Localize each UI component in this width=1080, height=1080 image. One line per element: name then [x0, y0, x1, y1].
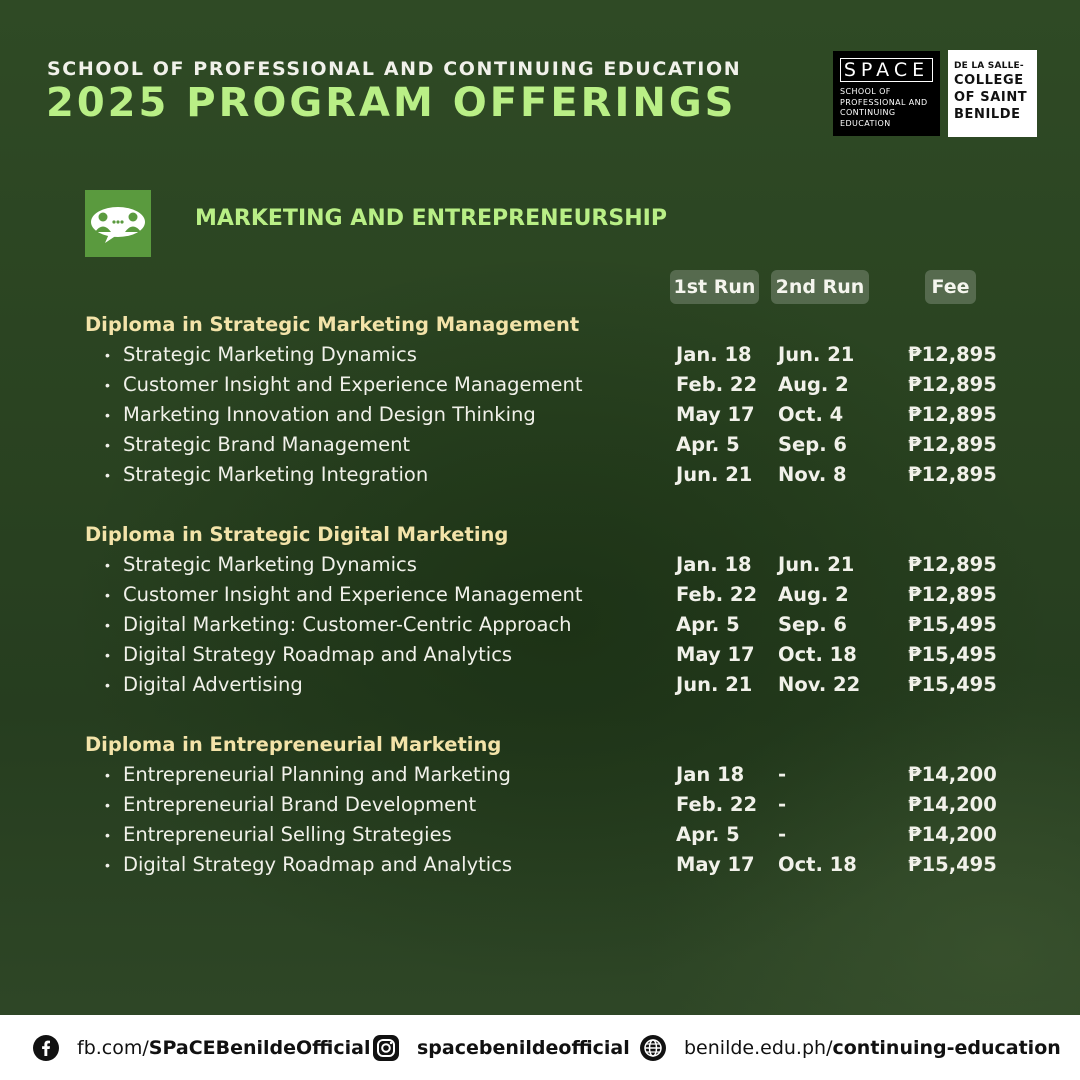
first-run-date: May 17	[676, 853, 755, 876]
program-title: Diploma in Entrepreneurial Marketing	[85, 733, 502, 756]
course-name: Digital Marketing: Customer-Centric Approach	[123, 613, 572, 636]
space-logo-line: PROFESSIONAL AND	[840, 97, 928, 107]
bullet: •	[105, 377, 110, 393]
space-logo-line: CONTINUING	[840, 108, 896, 117]
column-header-first-run: 1st Run	[670, 270, 759, 304]
second-run-date: Sep. 6	[778, 433, 847, 456]
second-run-date: Aug. 2	[778, 373, 849, 396]
header-subtitle: SCHOOL OF PROFESSIONAL AND CONTINUING EDUCATION	[47, 58, 742, 80]
bullet: •	[105, 557, 110, 573]
course-row	[85, 460, 1045, 490]
course-row	[85, 580, 1045, 610]
course-row	[85, 790, 1045, 820]
bullet: •	[105, 587, 110, 603]
bullet: •	[105, 677, 110, 693]
course-name: Entrepreneurial Planning and Marketing	[123, 763, 511, 786]
course-fee: ₱14,200	[908, 763, 997, 786]
course-name: Entrepreneurial Selling Strategies	[123, 823, 452, 846]
first-run-date: Jun. 21	[676, 463, 753, 486]
second-run-date: -	[778, 763, 787, 786]
second-run-date: Aug. 2	[778, 583, 849, 606]
course-name: Customer Insight and Experience Management	[123, 583, 583, 606]
bullet: •	[105, 767, 110, 783]
course-name: Marketing Innovation and Design Thinking	[123, 403, 536, 426]
space-logo-line: EDUCATION	[840, 118, 891, 128]
course-fee: ₱15,495	[908, 643, 997, 666]
second-run-date: Sep. 6	[778, 613, 847, 636]
second-run-date: Nov. 8	[778, 463, 847, 486]
course-row	[85, 400, 1045, 430]
course-fee: ₱14,200	[908, 823, 997, 846]
course-name: Strategic Brand Management	[123, 433, 411, 456]
column-header-second-run: 2nd Run	[771, 270, 869, 304]
first-run-date: Jan. 18	[676, 553, 752, 576]
course-fee: ₱12,895	[908, 583, 997, 606]
second-run-date: Nov. 22	[778, 673, 861, 696]
bullet: •	[105, 467, 110, 483]
space-logo-word: SPACE	[840, 58, 933, 82]
program-title: Diploma in Strategic Marketing Management	[85, 313, 580, 336]
instagram-link[interactable]	[372, 1015, 630, 1080]
facebook-icon	[32, 1034, 60, 1062]
column-header-fee: Fee	[925, 270, 976, 304]
course-fee: ₱12,895	[908, 463, 997, 486]
facebook-handle: SPaCEBenildeOfficial	[148, 1036, 371, 1059]
first-run-date: Feb. 22	[676, 373, 758, 396]
course-row	[85, 760, 1045, 790]
second-run-date: Oct. 18	[778, 853, 857, 876]
dlsu-logo-line: DE LA SALLE-	[954, 61, 1024, 71]
course-fee: ₱12,895	[908, 553, 997, 576]
course-name: Digital Advertising	[123, 673, 303, 696]
course-row	[85, 550, 1045, 580]
program-group	[85, 520, 1045, 700]
bullet: •	[105, 797, 110, 813]
course-fee: ₱12,895	[908, 433, 997, 456]
dlsu-benilde-logo	[948, 50, 1037, 137]
globe-icon	[639, 1034, 667, 1062]
course-row	[85, 670, 1045, 700]
course-name: Digital Strategy Roadmap and Analytics	[123, 643, 513, 666]
bullet: •	[105, 347, 110, 363]
bullet: •	[105, 857, 110, 873]
course-row	[85, 640, 1045, 670]
space-logo-subtext	[840, 87, 933, 129]
dlsu-logo-line: BENILDE	[954, 107, 1021, 122]
program-group	[85, 310, 1045, 490]
dlsu-logo-line: OF SAINT	[954, 90, 1028, 105]
website-path: continuing-education	[832, 1036, 1061, 1059]
course-name: Strategic Marketing Dynamics	[123, 343, 417, 366]
course-name: Strategic Marketing Dynamics	[123, 553, 417, 576]
second-run-date: Jun. 21	[778, 343, 855, 366]
first-run-date: Feb. 22	[676, 583, 758, 606]
second-run-date: Oct. 4	[778, 403, 844, 426]
course-fee: ₱12,895	[908, 343, 997, 366]
course-fee: ₱15,495	[908, 673, 997, 696]
course-row	[85, 340, 1045, 370]
course-fee: ₱15,495	[908, 853, 997, 876]
first-run-date: Apr. 5	[676, 823, 740, 846]
space-logo	[833, 51, 940, 136]
second-run-date: -	[778, 793, 787, 816]
course-row	[85, 610, 1045, 640]
section-title: MARKETING AND ENTREPRENEURSHIP	[195, 206, 667, 231]
course-name: Entrepreneurial Brand Development	[123, 793, 477, 816]
first-run-date: Jan 18	[676, 763, 745, 786]
page-title: 2025 PROGRAM OFFERINGS	[46, 80, 737, 126]
bullet: •	[105, 617, 110, 633]
footer	[0, 1015, 1080, 1080]
first-run-date: Apr. 5	[676, 433, 740, 456]
course-row	[85, 370, 1045, 400]
course-name: Digital Strategy Roadmap and Analytics	[123, 853, 513, 876]
bullet: •	[105, 647, 110, 663]
first-run-date: Jan. 18	[676, 343, 752, 366]
course-fee: ₱15,495	[908, 613, 997, 636]
facebook-prefix: fb.com/	[77, 1036, 149, 1059]
website-link[interactable]	[639, 1015, 1061, 1080]
dlsu-logo-line: COLLEGE	[954, 73, 1024, 88]
facebook-link[interactable]	[32, 1015, 370, 1080]
program-title: Diploma in Strategic Digital Marketing	[85, 523, 509, 546]
first-run-date: May 17	[676, 403, 755, 426]
course-fee: ₱12,895	[908, 403, 997, 426]
instagram-handle: spacebenildeofficial	[417, 1036, 630, 1059]
course-row	[85, 820, 1045, 850]
course-fee: ₱14,200	[908, 793, 997, 816]
second-run-date: Oct. 18	[778, 643, 857, 666]
program-group	[85, 730, 1045, 880]
website-prefix: benilde.edu.ph/	[684, 1036, 833, 1059]
space-logo-line: SCHOOL OF	[840, 87, 891, 96]
bullet: •	[105, 437, 110, 453]
first-run-date: Jun. 21	[676, 673, 753, 696]
course-fee: ₱12,895	[908, 373, 997, 396]
bullet: •	[105, 827, 110, 843]
bullet: •	[105, 407, 110, 423]
first-run-date: Apr. 5	[676, 613, 740, 636]
course-row	[85, 850, 1045, 880]
people-discussion-icon	[85, 190, 151, 257]
course-row	[85, 430, 1045, 460]
second-run-date: -	[778, 823, 787, 846]
first-run-date: May 17	[676, 643, 755, 666]
second-run-date: Jun. 21	[778, 553, 855, 576]
course-name: Strategic Marketing Integration	[123, 463, 429, 486]
first-run-date: Feb. 22	[676, 793, 758, 816]
instagram-icon	[372, 1034, 400, 1062]
course-name: Customer Insight and Experience Management	[123, 373, 583, 396]
